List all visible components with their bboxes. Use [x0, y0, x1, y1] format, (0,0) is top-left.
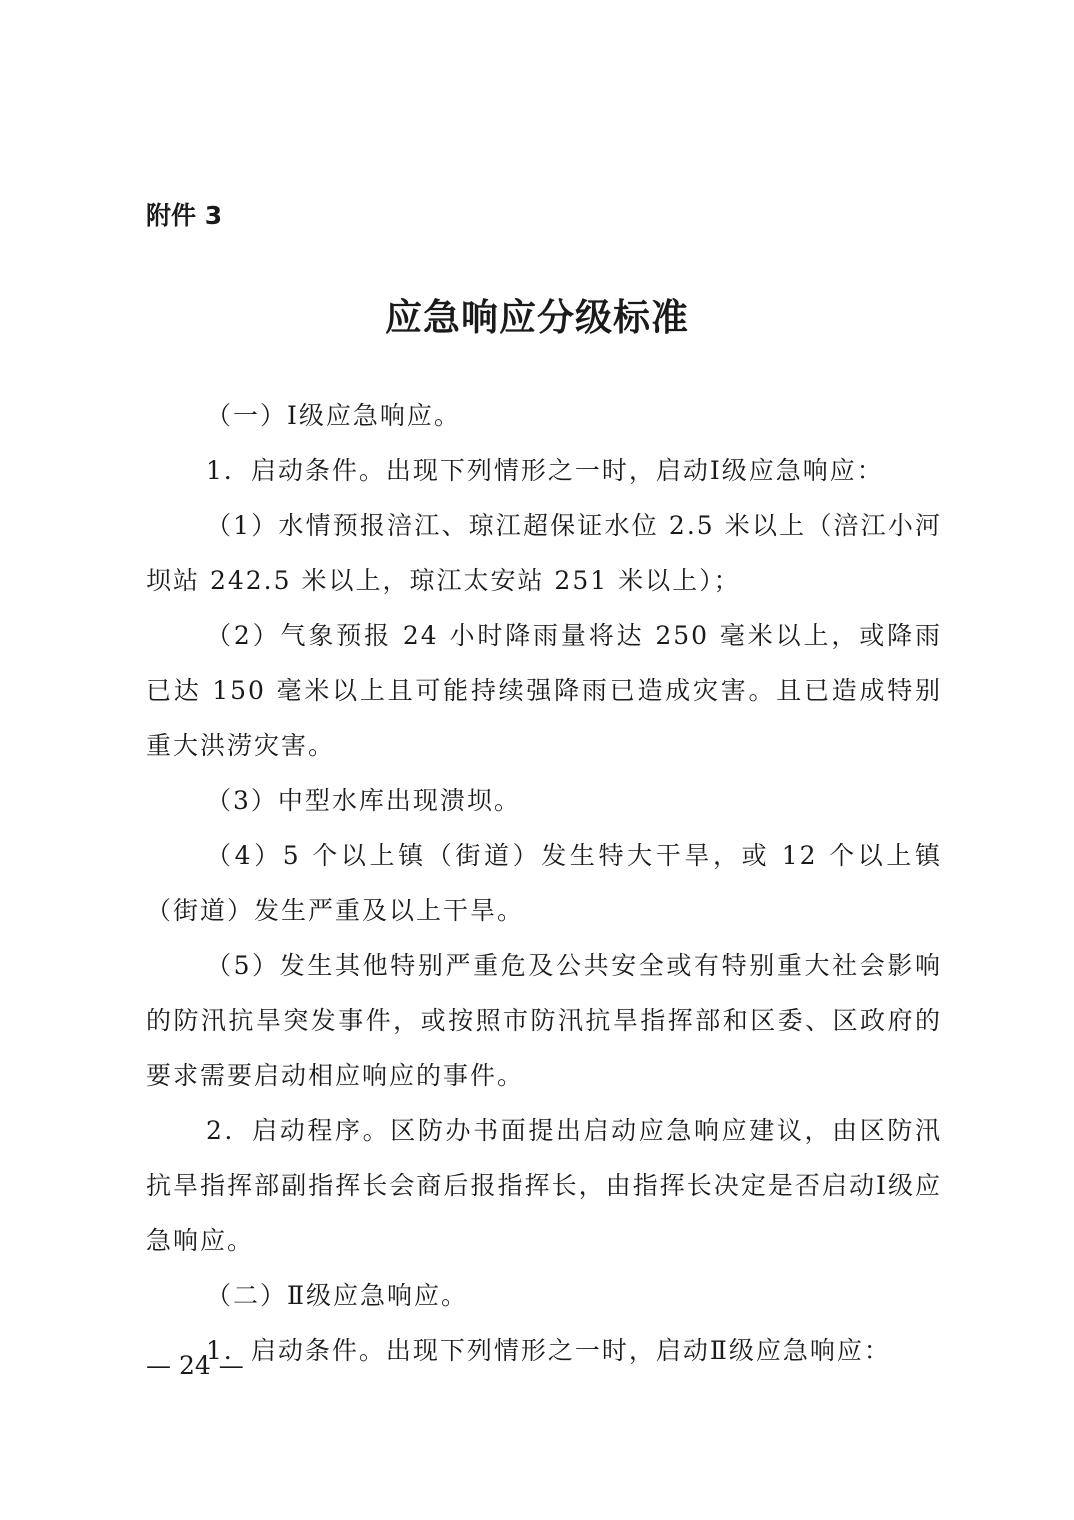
section-heading-level-1: （一）Ⅰ级应急响应。 [206, 401, 461, 430]
paragraph-start-conditions-level-2: 1．启动条件。出现下列情形之一时，启动Ⅱ级应急响应： [206, 1336, 891, 1365]
paragraph-start-procedure: 2．启动程序。区防办书面提出启动应急响应建议，由区防汛抗旱指挥部副指挥长会商后报指挥长，由指挥长决定是否启动Ⅰ级应急响应。 [146, 1116, 942, 1255]
page-title: 应急响应分级标准 [385, 296, 689, 339]
condition-item-1: （1）水情预报涪江、琼江超保证水位 2.5 米以上（涪江小河坝站 242.5 米以上，琼江太安站 251 米以上）； [146, 511, 942, 595]
document-body [146, 388, 942, 1378]
condition-item-4: （4）5 个以上镇（街道）发生特大干旱，或 12 个以上镇（街道）发生严重及以上干旱。 [146, 841, 942, 925]
attachment-label: 附件 3 [146, 201, 223, 230]
paragraph-start-conditions: 1．启动条件。出现下列情形之一时，启动Ⅰ级应急响应： [206, 456, 884, 485]
condition-item-5: （5）发生其他特别严重危及公共安全或有特别重大社会影响的防汛抗旱突发事件，或按照市防汛抗旱指挥部和区委、区政府的要求需要启动相应响应的事件。 [146, 951, 942, 1090]
section-heading-level-2: （二）Ⅱ级应急响应。 [206, 1281, 468, 1310]
condition-item-2: （2）气象预报 24 小时降雨量将达 250 毫米以上，或降雨已达 150 毫米以上且可能持续强降雨已造成灾害。且已造成特别重大洪涝灾害。 [146, 621, 942, 760]
page-number: — 24 — [146, 1351, 244, 1380]
condition-item-3: （3）中型水库出现溃坝。 [206, 786, 521, 815]
